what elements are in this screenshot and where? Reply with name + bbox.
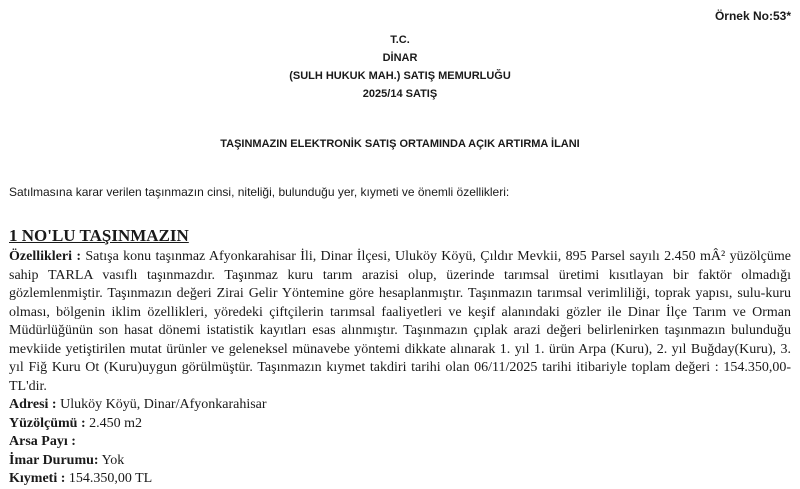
value-value: 154.350,00 TL: [68, 471, 153, 486]
property-section: [9, 226, 791, 489]
zoning-label: İmar Durumu:: [9, 452, 99, 468]
header-city: DİNAR: [382, 52, 418, 64]
features-label: Özellikleri :: [9, 249, 81, 264]
section-title: 1 NO'LU TAŞINMAZIN: [9, 226, 189, 245]
share-row: [9, 433, 791, 452]
area-label: Yüzölçümü :: [9, 415, 86, 431]
header-office: (SULH HUKUK MAH.) SATIŞ MEMURLUĞU: [289, 70, 511, 82]
value-label: Kıymeti :: [9, 471, 66, 486]
sample-number: Örnek No:53*: [714, 9, 791, 23]
announcement-title: TAŞINMAZIN ELEKTRONİK SATIŞ ORTAMINDA AÇIK ARTIRMA İLANI: [220, 138, 580, 150]
intro-text: Satılmasına karar verilen taşınmazın cinsi, niteliği, bulunduğu yer, kıymeti ve önemli özellikleri:: [9, 185, 510, 199]
features-text: Satışa konu taşınmaz Afyonkarahisar İli, Dinar İlçesi, Uluköy Köyü, Çıldır Mevkii, 895 Parsel sayılı 2.450 mÂ² yüzölçüme sahip TARLA vasıflı taşınmazdır. Taşınmaz kuru tarım arazisi olup, üzerinde tarımsal üretimi kısıtlayan bir faktör olmadığı gözlemlenmiştir. Taşınmazın değeri Zirai Gelir Yöntemine göre hesaplanmıştır. Taşınmazın tarımsal verimliliği, toprak yapısı, sulu-kuru olması, bölgenin iklim özellikleri, yöredeki çiftçilerin tarımsal faaliyetleri ve keşif alanındaki gözler ile Dinar İlçe Tarım ve Orman Müdürlüğünün son hasat dönemi istatistik kayıtları esas alınmıştır. Taşınmazın çıplak arazi değeri belirlenirken taşınmazın bulunduğu mevkiide yetiştirilen mutat ürünler ve geleneksel münavebe yöntemi dikkate alınarak 1. yıl 1. ürün Arpa (Kuru), 2. yıl Buğday(Kuru), 3. yıl Fiğ Kuru Ot (Kuru)uygun görülmüştür. Taşınmazın kıymet takdiri tarihi olan 06/11/2025 tarihi itibariyle toplam değeri : 154.350,00-TL'dir.: [9, 249, 791, 394]
features-paragraph: [9, 248, 791, 396]
zoning-value: Yok: [101, 452, 125, 468]
zoning-row: [9, 452, 791, 471]
value-row: [9, 470, 791, 489]
area-value: 2.450 m2: [89, 415, 143, 431]
address-row: [9, 396, 791, 415]
share-label: Arsa Payı :: [9, 434, 76, 449]
address-value: Uluköy Köyü, Dinar/Afyonkarahisar: [60, 397, 267, 412]
header-tc: T.C.: [390, 34, 410, 46]
address-label: Adresi :: [9, 397, 57, 412]
header-file-number: 2025/14 SATIŞ: [362, 88, 438, 100]
area-row: [9, 415, 791, 434]
